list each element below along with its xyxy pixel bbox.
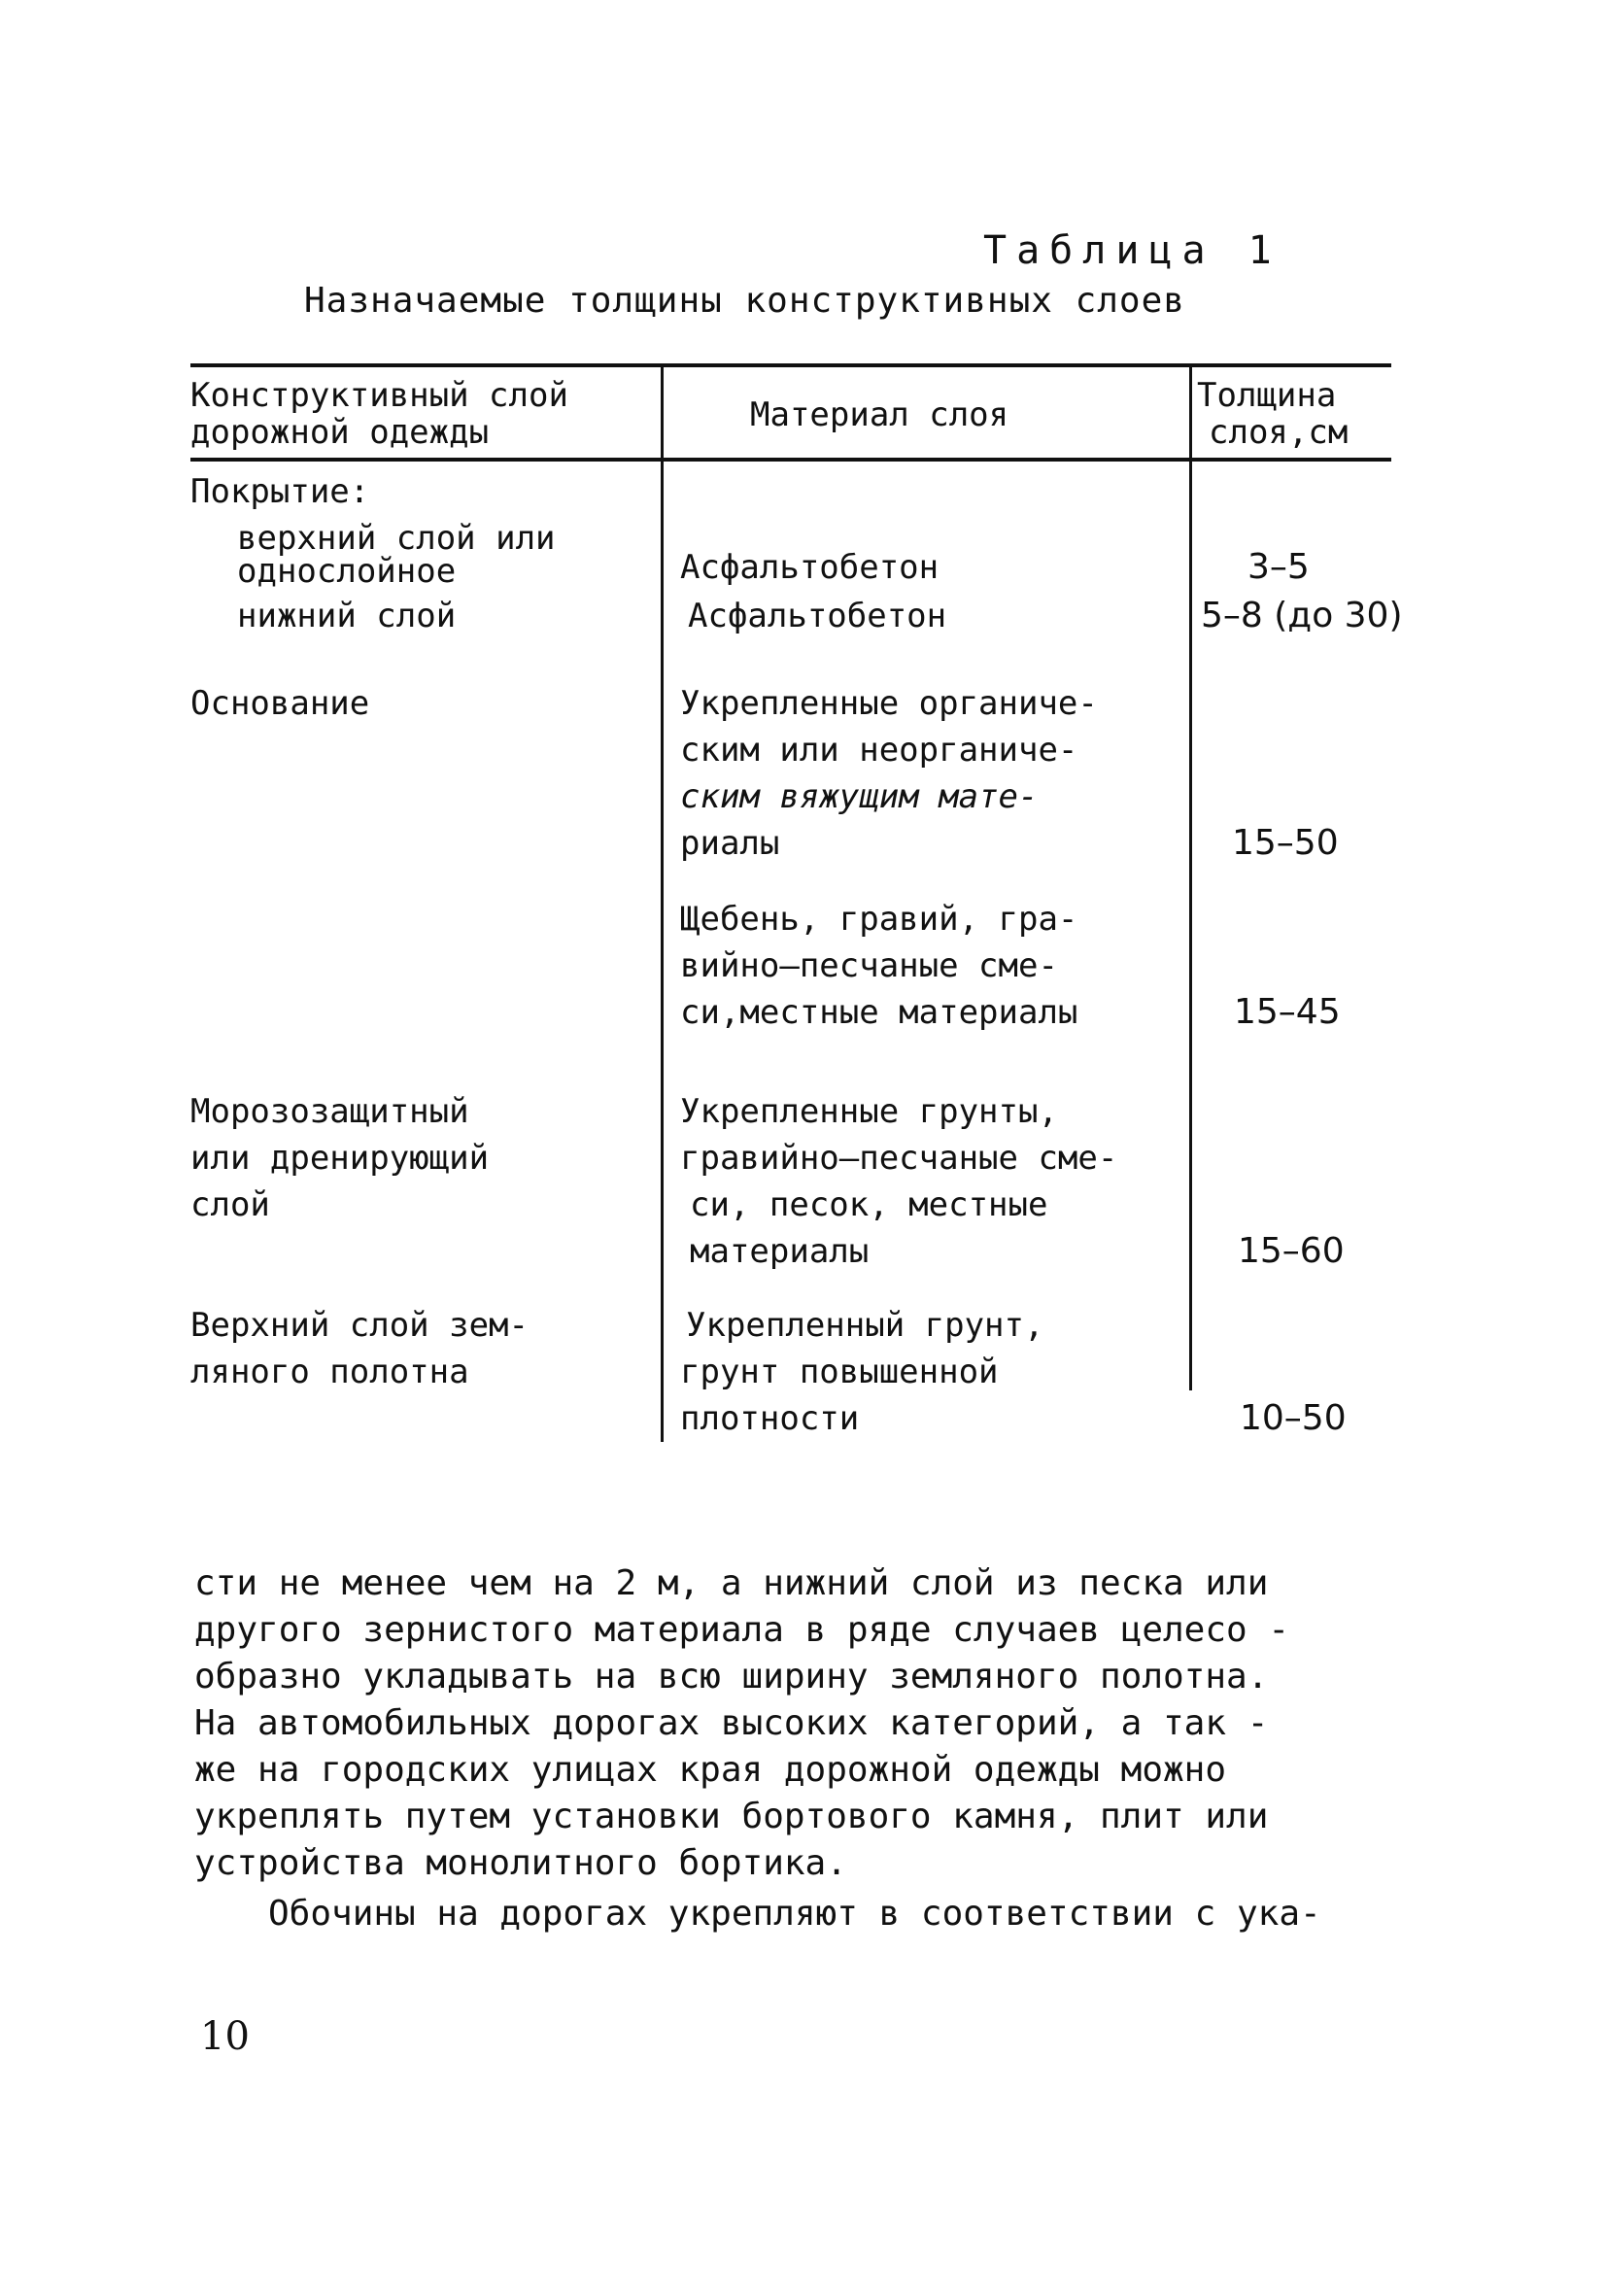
- row-material-bottom: Асфальтобетон: [688, 597, 947, 635]
- table-top-rule: [190, 363, 1391, 367]
- table-column-divider-1: [661, 365, 664, 1442]
- table-caption: Таблица 1: [983, 228, 1281, 273]
- moroz-material-line-4: материалы: [690, 1232, 870, 1271]
- moroz-label-line-1: Морозозащитный: [190, 1092, 469, 1131]
- moroz-label-line-2: или дренирующий: [190, 1139, 490, 1178]
- verkhniy-label-line-2: ляного полотна: [190, 1353, 469, 1391]
- section-label-osnovanie: Основание: [190, 684, 370, 723]
- osnovanie-material-2-line-2: вийно–песчаные сме-: [680, 946, 1058, 985]
- osnovanie-material-1-line-1: Укрепленные органиче-: [680, 684, 1098, 723]
- header-material: Материал слоя: [750, 395, 1009, 434]
- verkhniy-label-line-1: Верхний слой зем-: [190, 1306, 529, 1345]
- row-sublabel-top-line-1: верхний слой или: [237, 519, 556, 558]
- verkhniy-material-line-2: грунт повышенной: [680, 1353, 999, 1391]
- moroz-material-line-1: Укрепленные грунты,: [680, 1092, 1058, 1131]
- body-line-5: же на городских улицах края дорожной одежды можно: [194, 1750, 1227, 1790]
- page-number: 10: [200, 2014, 250, 2059]
- osnovanie-thickness-2: 15–45: [1234, 992, 1341, 1032]
- verkhniy-material-line-1: Укрепленный грунт,: [686, 1306, 1044, 1345]
- body-line-3: образно укладывать на всю ширину земляного полотна.: [194, 1657, 1269, 1696]
- table-header-rule: [190, 458, 1391, 462]
- header-layer-line-2: дорожной одежды: [190, 413, 490, 452]
- body-line-2: другого зернистого материала в ряде случаев целесо -: [194, 1610, 1290, 1650]
- verkhniy-material-line-3: плотности: [680, 1399, 860, 1438]
- header-thickness-line-2: слоя,см: [1209, 413, 1349, 452]
- moroz-material-line-2: гравийно–песчаные сме-: [680, 1139, 1118, 1178]
- osnovanie-material-1-line-3: ским вяжущим мате-: [680, 777, 1039, 816]
- row-material-top: Асфальтобетон: [680, 548, 940, 587]
- osnovanie-material-1-line-4: риалы: [680, 824, 780, 863]
- moroz-material-line-3: си, песок, местные: [690, 1185, 1048, 1224]
- osnovanie-thickness-1: 15–50: [1232, 823, 1339, 863]
- body-line-8: Обочины на дорогах укрепляют в соответствии с ука-: [268, 1894, 1321, 1934]
- moroz-label-line-3: слой: [190, 1185, 270, 1224]
- osnovanie-material-2-line-3: си,местные материалы: [680, 993, 1078, 1032]
- body-line-1: сти не менее чем на 2 м, а нижний слой из песка или: [194, 1563, 1269, 1603]
- section-label-pokrytie: Покрытие:: [190, 472, 370, 511]
- table-title: Назначаемые толщины конструктивных слоев: [304, 281, 1185, 321]
- body-line-6: укреплять путем установки бортового камня, плит или: [194, 1797, 1269, 1836]
- moroz-thickness: 15–60: [1238, 1231, 1345, 1271]
- header-layer-line-1: Конструктивный слой: [190, 376, 568, 415]
- body-line-4: На автомобильных дорогах высоких категорий, а так -: [194, 1703, 1269, 1743]
- verkhniy-thickness: 10–50: [1240, 1398, 1347, 1438]
- row-sublabel-top-line-2: однослойное: [237, 552, 457, 591]
- header-thickness-line-1: Толщина: [1197, 376, 1337, 415]
- row-thickness-top: 3–5: [1247, 547, 1310, 587]
- osnovanie-material-2-line-1: Щебень, гравий, гра-: [680, 900, 1078, 939]
- body-line-7: устройства монолитного бортика.: [194, 1843, 847, 1883]
- row-thickness-bottom: 5–8 (до 30): [1201, 596, 1403, 635]
- row-sublabel-bottom: нижний слой: [237, 597, 457, 635]
- osnovanie-material-1-line-2: ским или неорганиче-: [680, 731, 1078, 770]
- table-column-divider-2: [1189, 365, 1192, 1390]
